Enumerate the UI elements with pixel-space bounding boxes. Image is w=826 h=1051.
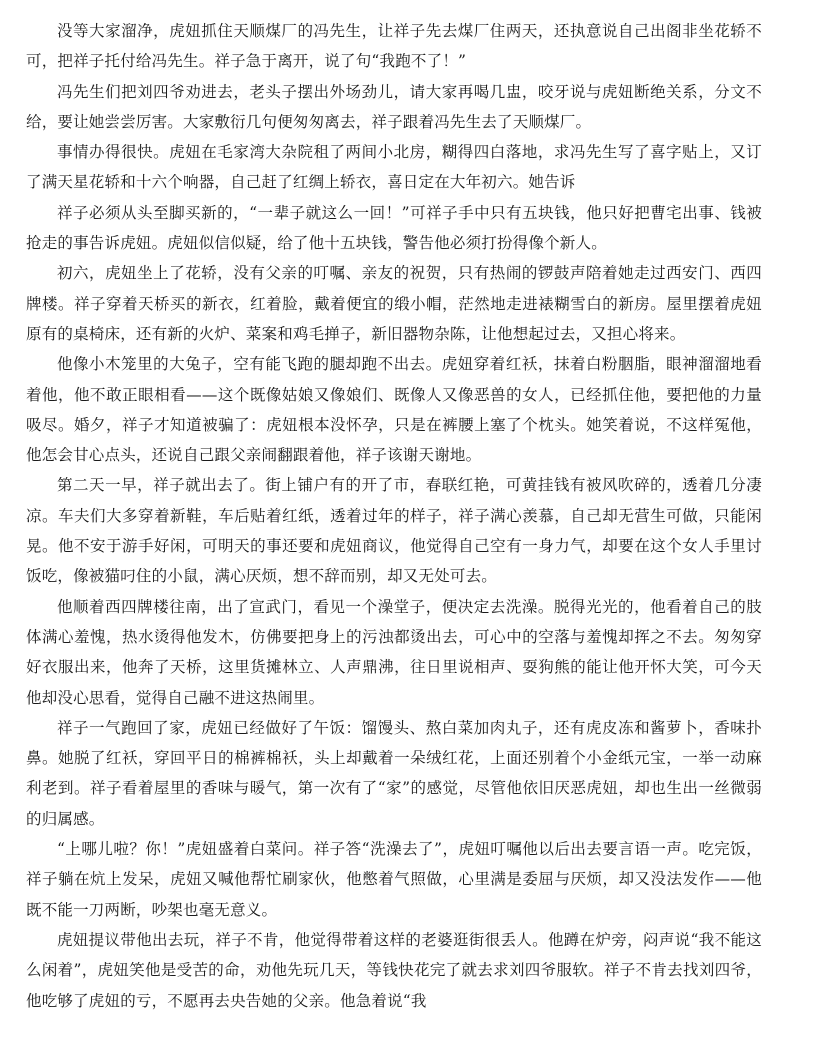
paragraph-8: 他顺着西四牌楼往南，出了宣武门，看见一个澡堂子，便决定去洗澡。脱得光光的，他看着自己的肢体满心羞愧，热水烫得他发木，仿佛要把身上的污浊都烫出去，可心中的空落与羞愧却挥之不去。匆匆穿好衣服出来，他奔了天桥，这里货摊林立、人声鼎沸，往日里说相声、耍狗熊的能让他开怀大笑，可今天他却没心思看，觉得自己融不进这热闹里。 <box>26 597 762 707</box>
paragraph-2: 冯先生们把刘四爷劝进去，老头子摆出外场劲儿，请大家再喝几盅，咬牙说与虎妞断绝关系，分文不给，要让她尝尝厉害。大家敷衍几句便匆匆离去，祥子跟着冯先生去了天顺煤厂。 <box>26 82 762 131</box>
paragraph-3: 事情办得很快。虎妞在毛家湾大杂院租了两间小北房，糊得四白落地，求冯先生写了喜字贴上，又订了满天星花轿和十六个响器，自己赶了红绸上轿衣，喜日定在大年初六。她告诉 <box>26 143 762 192</box>
novel-summary-page <box>26 16 762 1016</box>
paragraph-10: “上哪儿啦？你！”虎妞盛着白菜问。祥子答“洗澡去了”，虎妞叮嘱他以后出去要言语一声。吃完饭，祥子躺在炕上发呆，虎妞又喊他帮忙刷家伙，他憋着气照做，心里满是委屈与厌烦，却又没法发作——他既不能一刀两断，吵架也毫无意义。 <box>26 840 762 919</box>
paragraph-6: 他像小木笼里的大兔子，空有能飞跑的腿却跑不出去。虎妞穿着红袄，抹着白粉胭脂，眼神溜溜地看着他，他不敢正眼相看——这个既像姑娘又像娘们、既像人又像恶兽的女人，已经抓住他，要把他的力量吸尽。婚夕，祥子才知道被骗了：虎妞根本没怀孕，只是在裤腰上塞了个枕头。她笑着说，不这样冤他，他怎会甘心点头，还说自己跟父亲闹翻跟着他，祥子该谢天谢地。 <box>26 355 762 465</box>
paragraph-11: 虎妞提议带他出去玩，祥子不肯，他觉得带着这样的老婆逛街很丢人。他蹲在炉旁，闷声说“我不能这么闲着”，虎妞笑他是受苦的命，劝他先玩几天，等钱快花完了就去求刘四爷服软。祥子不肯去找刘四爷，他吃够了虎妞的亏，不愿再去央告她的父亲。他急着说“我 <box>26 930 762 1010</box>
paragraph-5: 初六，虎妞坐上了花轿，没有父亲的叮嘱、亲友的祝贺，只有热闹的锣鼓声陪着她走过西安门、西四牌楼。祥子穿着天桥买的新衣，红着脸，戴着便宜的缎小帽，茫然地走进裱糊雪白的新房。屋里摆着虎妞原有的桌椅床，还有新的火炉、菜案和鸡毛掸子，新旧器物杂陈，让他想起过去，又担心将来。 <box>26 264 762 343</box>
paragraph-4: 祥子必须从头至脚买新的，“一辈子就这么一回！”可祥子手中只有五块钱，他只好把曹宅出事、钱被抢走的事告诉虎妞。虎妞似信似疑，给了他十五块钱，警告他必须打扮得像个新人。 <box>26 203 762 253</box>
paragraph-9: 祥子一气跑回了家，虎妞已经做好了午饭：馏馒头、熬白菜加肉丸子，还有虎皮冻和酱萝卜，香味扑鼻。她脱了红袄，穿回平日的棉裤棉袄，头上却戴着一朵绒红花，上面还别着个小金纸元宝，一举一动麻利老到。祥子看着屋里的香味与暖气，第一次有了“家”的感觉，尽管他依旧厌恶虎妞，却也生出一丝微弱的归属感。 <box>26 718 762 828</box>
truncation-fade <box>438 1011 484 1033</box>
paragraph-7: 第二天一早，祥子就出去了。街上铺户有的开了市，春联红艳，可黄挂钱有被风吹碎的，透着几分凄凉。车夫们大多穿着新鞋，车后贴着红纸，透着过年的样子，祥子满心羡慕，自己却无营生可做，只能闲晃。他不安于游手好闲，可明天的事还要和虎妞商议，他觉得自己空有一身力气，却要在这个女人手里讨饭吃，像被猫叼住的小鼠，满心厌烦，想不辞而别，却又无处可去。 <box>26 476 762 586</box>
paragraph-1: 没等大家溜净，虎妞抓住天顺煤厂的冯先生，让祥子先去煤厂住两天，还执意说自己出阁非坐花轿不可，把祥子托付给冯先生。祥子急于离开，说了句“我跑不了！” <box>26 22 762 71</box>
